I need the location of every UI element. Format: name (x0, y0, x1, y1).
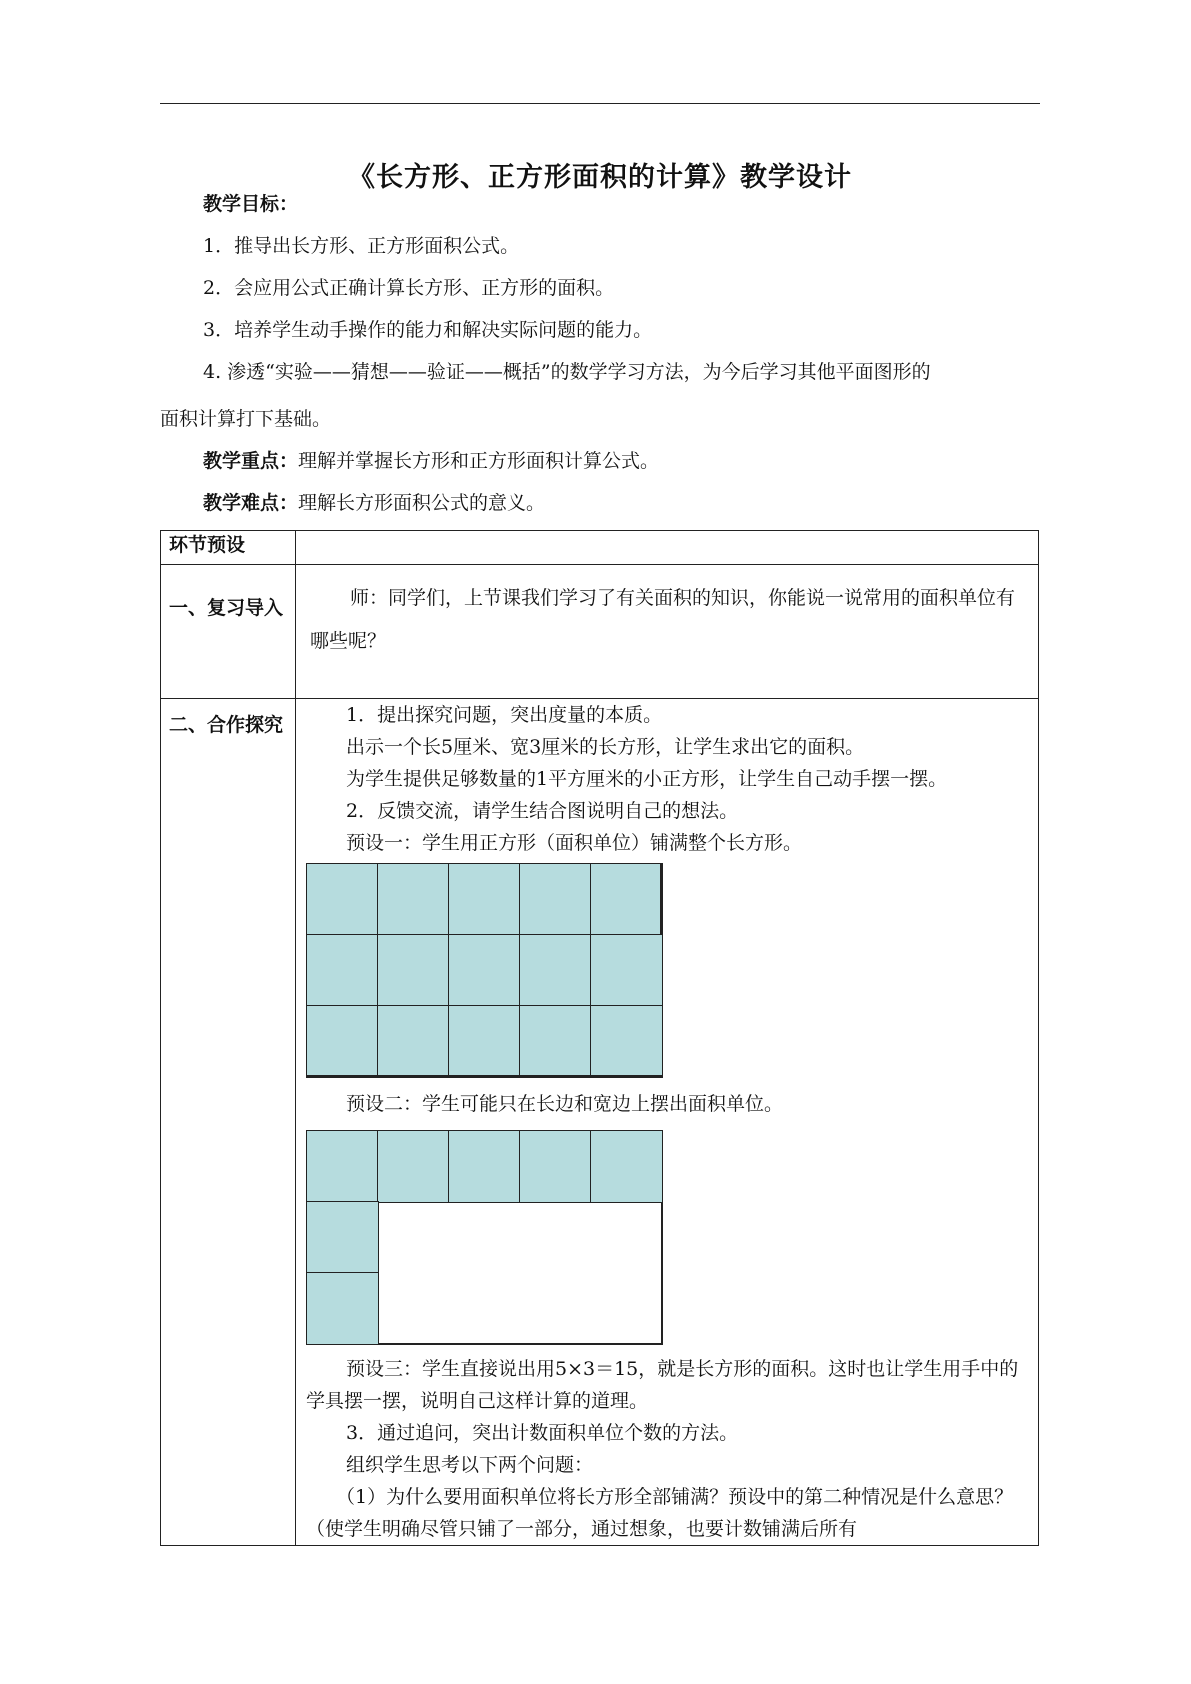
full-tiling-diagram (306, 863, 666, 1078)
unit-square (377, 1130, 450, 1203)
header-content-cell (296, 531, 1039, 565)
explore-line: 出示一个长5厘米、宽3厘米的长方形，让学生求出它的面积。 (346, 736, 865, 758)
unit-square (306, 1005, 379, 1078)
explore-line: 1．提出探究问题，突出度量的本质。 (346, 704, 663, 726)
preset-two: 预设二：学生可能只在长边和宽边上摆出面积单位。 (346, 1093, 784, 1115)
unit-square (306, 863, 379, 936)
objective-1: 1．推导出长方形、正方形面积公式。 (203, 235, 520, 257)
header-rule (160, 103, 1040, 104)
key-point-label: 教学重点： (203, 450, 299, 472)
explore-line: 3．通过追问，突出计数面积单位个数的方法。 (346, 1422, 739, 1444)
unit-square (590, 863, 663, 936)
unit-square (377, 934, 450, 1007)
explore-line: （1）为什么要用面积单位将长方形全部铺满？预设中的第二种情况是什么意思？（使学生明确尽管只铺了一部分，通过想象，也要计数铺满后所有 (306, 1486, 1014, 1540)
explore-line: 组织学生思考以下两个问题： (346, 1454, 594, 1476)
review-content-cell (296, 565, 1039, 699)
unit-square (519, 1005, 592, 1078)
lesson-plan-table (160, 530, 1039, 1546)
explore-content-cell (296, 699, 1039, 1546)
explore-label: 二、合作探究 (169, 714, 284, 736)
unit-square (448, 1130, 521, 1203)
table-row (161, 565, 1039, 699)
unit-square (590, 934, 663, 1007)
unit-square (448, 863, 521, 936)
explore-line: 预设三：学生直接说出用5×3＝15，就是长方形的面积。这时也让学生用手中的学具摆一摆，说明自己这样计算的道理。 (306, 1358, 1019, 1412)
explore-line: 为学生提供足够数量的1平方厘米的小正方形，让学生自己动手摆一摆。 (346, 768, 948, 790)
objective-4: 4. 渗透“实验——猜想——验证——概括”的数学学习方法，为今后学习其他平面图形的 (203, 361, 931, 383)
explore-line: 2．反馈交流，请学生结合图说明自己的想法。 (346, 800, 739, 822)
key-point-text: 理解并掌握长方形和正方形面积计算公式。 (298, 450, 660, 472)
unit-square (377, 1005, 450, 1078)
unit-square (590, 1005, 663, 1078)
unit-square (306, 934, 379, 1007)
table-row (161, 531, 1039, 565)
unit-square (306, 1201, 379, 1274)
review-label-cell (161, 565, 296, 699)
objective-4-cont: 面积计算打下基础。 (160, 408, 332, 430)
header-label: 环节预设 (169, 534, 246, 556)
edge-tiling-diagram (306, 1130, 666, 1345)
difficulty (160, 489, 1040, 517)
difficulty-label: 教学难点： (203, 492, 299, 514)
table-row (161, 699, 1039, 1546)
unit-square (306, 1272, 379, 1345)
header-label-cell (161, 531, 296, 565)
unit-square (448, 934, 521, 1007)
unit-square (306, 1130, 379, 1203)
unit-square (448, 1005, 521, 1078)
explore-line: 预设一：学生用正方形（面积单位）铺满整个长方形。 (346, 832, 803, 854)
review-label: 一、复习导入 (169, 597, 284, 619)
difficulty-text: 理解长方形面积公式的意义。 (298, 492, 546, 514)
unit-square (519, 863, 592, 936)
uncovered-area (377, 1201, 663, 1345)
unit-square (519, 1130, 592, 1203)
unit-square (519, 934, 592, 1007)
unit-square (377, 863, 450, 936)
explore-label-cell (161, 699, 296, 1546)
objective-2: 2．会应用公式正确计算长方形、正方形的面积。 (203, 277, 615, 299)
review-text: 师：同学们，上节课我们学习了有关面积的知识，你能说一说常用的面积单位有哪些呢？ (310, 587, 1016, 652)
key-point (160, 447, 1040, 475)
objectives-heading: 教学目标： (203, 193, 299, 215)
unit-square (590, 1130, 663, 1203)
page-title: 《长方形、正方形面积的计算》教学设计 (348, 162, 852, 193)
objective-3: 3．培养学生动手操作的能力和解决实际问题的能力。 (203, 319, 653, 341)
